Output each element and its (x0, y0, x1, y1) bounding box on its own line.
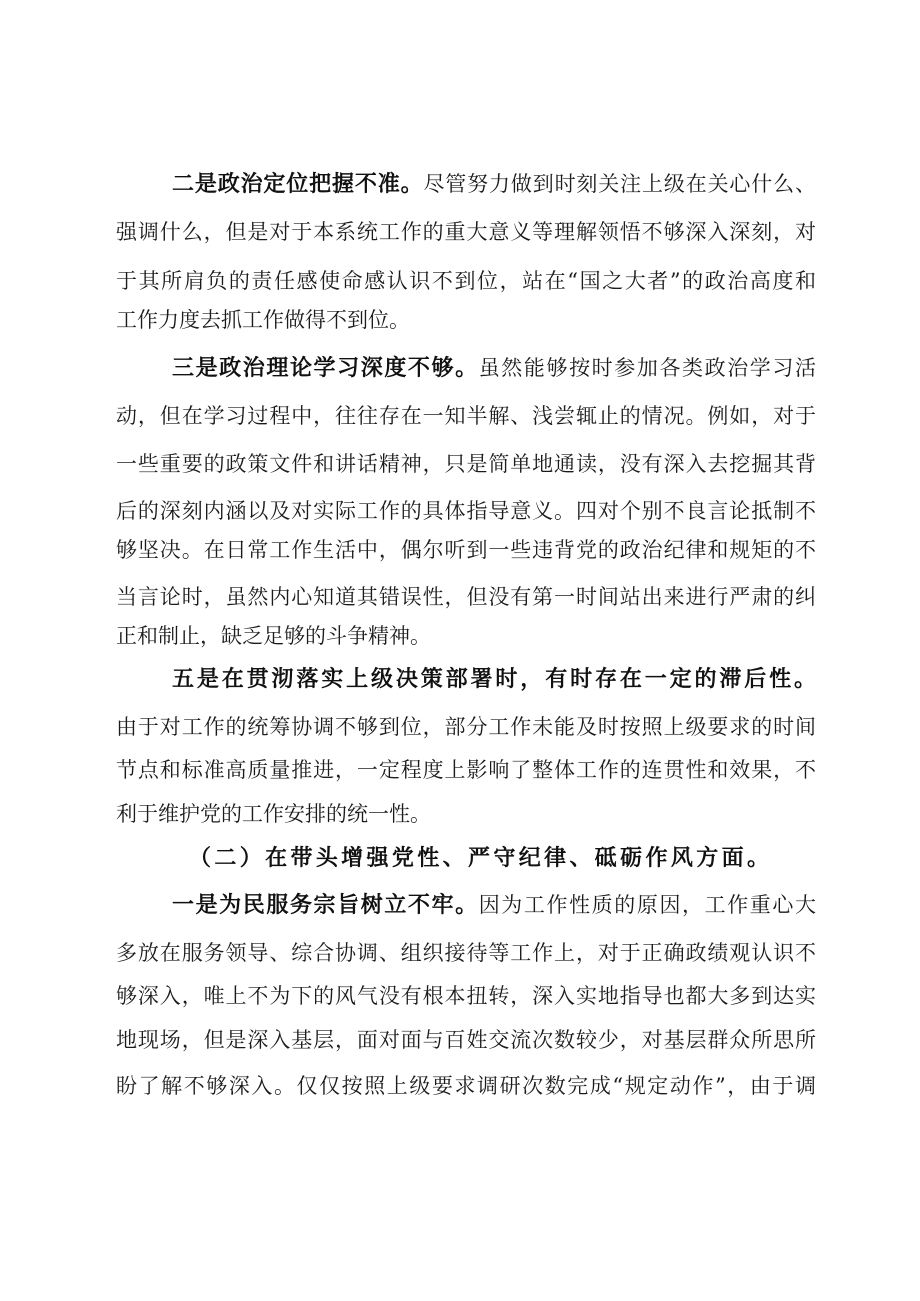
paragraph-2-line-7: 正和制止，缺乏足够的斗争精神。 (116, 624, 431, 648)
paragraph-1-line-2: 强调什么，但是对于本系统工作的重大意义等理解领悟不够深入深刻，对 (116, 220, 816, 244)
section-heading: （二）在带头增强党性、严守纪律、砥砺作风方面。 (189, 846, 769, 871)
paragraph-2-text-1: 虽然能够按时参加各类政治学习活 (478, 356, 816, 380)
paragraph-4-lead: 一是为民服务宗旨树立不牢。 (172, 893, 479, 918)
paragraph-2-line-3: 一些重要的政策文件和讲话精神，只是简单地通读，没有深入去挖掘其背 (116, 452, 816, 476)
paragraph-1-line-1 (172, 160, 816, 208)
paragraph-3-line-4: 利于维护党的工作安排的统一性。 (116, 802, 431, 826)
paragraph-4-line-4: 地现场，但是深入基层，面对面与百姓交流次数较少，对基层群众所思所 (116, 1028, 816, 1052)
paragraph-1-line-4: 工作力度去抓工作做得不到位。 (116, 308, 410, 332)
paragraph-4-line-3: 够深入，唯上不为下的风气没有根本扭转，深入实地指导也都大多到达实 (116, 984, 816, 1008)
paragraph-1-text-1: 尽管努力做到时刻关注上级在关心什么、 (423, 172, 816, 196)
paragraph-3-line-1 (172, 655, 816, 703)
paragraph-1-lead: 二是政治定位把握不准。 (172, 172, 424, 197)
paragraph-2-line-2: 动，但在学习过程中，往往存在一知半解、浅尝辄止的情况。例如，对于 (116, 404, 816, 428)
paragraph-3-line-2: 由于对工作的统筹协调不够到位，部分工作未能及时按照上级要求的时间 (116, 715, 816, 739)
paragraph-2-lead: 三是政治理论学习深度不够。 (172, 356, 479, 381)
paragraph-4-text-1: 因为工作性质的原因，工作重心大 (478, 893, 816, 917)
paragraph-3-line-3: 节点和标准高质量推进，一定程度上影响了整体工作的连贯性和效果，不 (116, 758, 816, 782)
paragraph-2-line-6: 当言论时，虽然内心知道其错误性，但没有第一时间站出来进行严肃的纠 (116, 585, 816, 609)
paragraph-4-line-2: 多放在服务领导、综合协调、组织接待等工作上，对于正确政绩观认识不 (116, 941, 816, 965)
paragraph-2-line-5: 够坚决。在日常工作生活中，偶尔听到一些违背党的政治纪律和规矩的不 (116, 538, 816, 562)
paragraph-3-lead: 五是在贯沏落实上级决策部署时，有时存在一定的滞后性。 (172, 667, 816, 692)
paragraph-4-line-1 (172, 881, 816, 929)
paragraph-1-line-3: 于其所肩负的责任感使命感认识不到位，站在“国之大者”的政治高度和 (116, 269, 816, 293)
paragraph-4-line-5: 盼了解不够深入。仅仅按照上级要求调研次数完成“规定动作”，由于调 (116, 1074, 816, 1098)
paragraph-2-line-1 (172, 344, 816, 392)
paragraph-2-line-4: 后的深刻内涵以及对实际工作的具体指导意义。四对个别不良言论抵制不 (116, 499, 816, 523)
